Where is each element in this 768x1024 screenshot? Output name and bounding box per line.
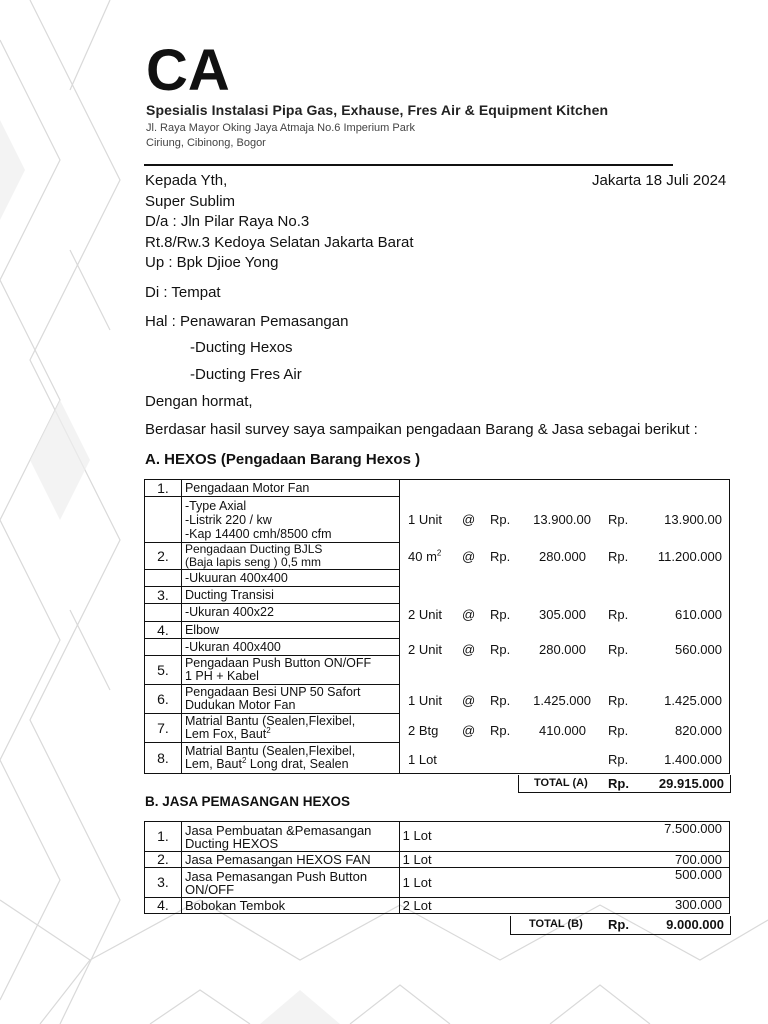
amount: 500.000 [675,867,722,882]
section-a-title: A. HEXOS (Pengadaan Barang Hexos ) [145,451,421,468]
letter-date: Jakarta 18 Juli 2024 [592,172,727,189]
company-address-line2: Ciriung, Cibinong, Bogor [146,137,266,149]
company-logo [146,40,256,95]
amount: 7.500.000 [664,821,722,836]
item-desc: (Baja lapis seng ) 0,5 mm [184,555,322,569]
currency: Rp. [490,693,511,708]
item-desc: -Listrik 220 / kw [184,512,272,527]
item-number: 1. [145,480,182,497]
item-number: 8. [145,743,182,774]
qty: 2 Unit [408,607,442,622]
unit-price: 410.000 [539,723,586,738]
at-sign: @ [462,642,476,657]
at-sign: @ [462,607,476,622]
unit-price: 280.000 [539,549,586,564]
superscript: 2 [266,725,271,735]
at-sign: @ [462,693,476,708]
item-desc: -Ukuran 400x22 [181,604,399,622]
subject-item-2: -Ducting Fres Air [190,366,302,383]
qty: 1 Lot [408,752,437,767]
item-desc: Jasa Pemasangan HEXOS FAN [181,852,399,868]
currency: Rp. [490,642,511,657]
table-row [145,898,730,914]
qty: 2 Unit [408,642,442,657]
unit-price: 1.425.000 [533,693,591,708]
unit-price: 305.000 [539,607,586,622]
item-desc: Lem Fox, Baut [184,727,267,741]
item-desc: Pengadaan Push Button ON/OFF [184,656,372,670]
item-number: 7. [145,714,182,743]
item-desc: -Ukuuran 400x400 [181,570,399,587]
unit-price: 13.900.00 [533,512,591,527]
qty: 1 Lot [402,828,432,843]
item-desc: Ducting HEXOS [184,835,279,851]
svg-text:CA: CA [146,40,230,95]
currency: Rp. [608,512,629,527]
total-b-label: TOTAL (B) [529,918,583,930]
qty: 1 Unit [408,693,442,708]
currency: Rp. [608,723,629,738]
item-desc: ON/OFF [184,881,235,897]
item-desc: -Ukuran 400x400 [181,639,399,656]
total-a-currency: Rp. [608,776,629,791]
subject: Hal : Penawaran Pemasangan [145,313,349,330]
qty: 2 Lot [402,898,432,913]
total-b-value: 9.000.000 [666,917,724,932]
at-sign: @ [462,549,476,564]
currency: Rp. [608,642,629,657]
recipient-attention: Up : Bpk Djioe Yong [145,254,279,271]
salutation-to: Kepada Yth, [145,172,228,189]
item-desc: Matrial Bantu (Sealen,Flexibel, [184,714,356,728]
item-desc: -Type Axial [184,498,247,513]
item-desc: Pengadaan Ducting BJLS [184,542,323,556]
recipient-name: Super Sublim [145,193,236,210]
total-a-label: TOTAL (A) [534,777,588,789]
currency: Rp. [490,723,511,738]
company-address-line1: Jl. Raya Mayor Oking Jaya Atmaja No.6 Imperium Park [146,122,415,134]
greeting: Dengan hormat, [145,393,253,410]
item-desc: Jasa Pembuatan &Pemasangan [184,822,372,838]
item-number: 2. [145,852,182,868]
item-number: 4. [145,622,182,639]
superscript: 2 [241,755,247,765]
currency: Rp. [490,549,511,564]
total-a-value: 29.915.000 [658,776,724,791]
item-desc: Dudukan Motor Fan [184,698,296,712]
subject-item-1: -Ducting Hexos [190,339,293,356]
item-number: 5. [145,656,182,685]
item-desc: Pengadaan Besi UNP 50 Safort [184,685,361,699]
item-number: 4. [145,898,182,914]
line-total: 610.000 [675,607,722,622]
section-b-table [144,821,730,914]
item-desc: Bobokan Tembok [181,898,399,914]
item-desc: Elbow [181,622,399,639]
currency: Rp. [608,607,629,622]
item-number: 3. [145,868,182,898]
item-desc: -Kap 14400 cmh/8500 cfm [184,526,332,541]
recipient-place: Di : Tempat [145,284,221,301]
item-desc: Long drat, Sealen [246,757,349,771]
qty: 1 Lot [402,852,432,867]
item-number: 3. [145,587,182,604]
currency: Rp. [608,752,629,767]
item-desc: Jasa Pemasangan Push Button [184,868,368,884]
table-row [145,822,730,852]
at-sign: @ [462,512,476,527]
qty: 1 Unit [408,512,442,527]
item-desc: Ducting Transisi [181,587,399,604]
unit-price: 280.000 [539,642,586,657]
currency: Rp. [490,512,511,527]
line-total: 1.425.000 [664,693,722,708]
line-total: 13.900.00 [664,512,722,527]
line-total: 560.000 [675,642,722,657]
item-number: 1. [145,822,182,852]
currency: Rp. [608,693,629,708]
item-desc: Matrial Bantu (Sealen,Flexibel, [184,744,356,758]
item-desc: 1 PH + Kabel [184,669,259,683]
superscript: 2 [436,548,442,558]
header-divider [144,164,673,166]
qty: 40 m [408,549,437,564]
table-row [145,852,730,868]
currency: Rp. [490,607,511,622]
qty: 1 Lot [402,875,432,890]
recipient-address2: Rt.8/Rw.3 Kedoya Selatan Jakarta Barat [145,234,414,251]
section-b-title: B. JASA PEMASANGAN HEXOS [145,794,351,809]
total-b-box [510,916,731,935]
intro-text: Berdasar hasil survey saya sampaikan pengadaan Barang & Jasa sebagai berikut : [145,421,698,438]
total-b-currency: Rp. [608,917,629,932]
currency: Rp. [608,549,629,564]
line-total: 820.000 [675,723,722,738]
amount: 700.000 [675,852,722,867]
at-sign: @ [462,723,476,738]
item-desc: Pengadaan Motor Fan [181,480,399,497]
recipient-address1: D/a : Jln Pilar Raya No.3 [145,213,310,230]
total-a-box [518,775,731,793]
company-tagline: Spesialis Instalasi Pipa Gas, Exhause, Fres Air & Equipment Kitchen [146,102,609,118]
item-number: 6. [145,685,182,714]
item-desc: Lem, Baut [184,757,242,771]
line-total: 11.200.000 [657,549,722,564]
line-total: 1.400.000 [664,752,722,767]
qty: 2 Btg [408,723,439,738]
amount: 300.000 [675,897,722,912]
item-number: 2. [145,543,182,570]
table-row [145,868,730,898]
